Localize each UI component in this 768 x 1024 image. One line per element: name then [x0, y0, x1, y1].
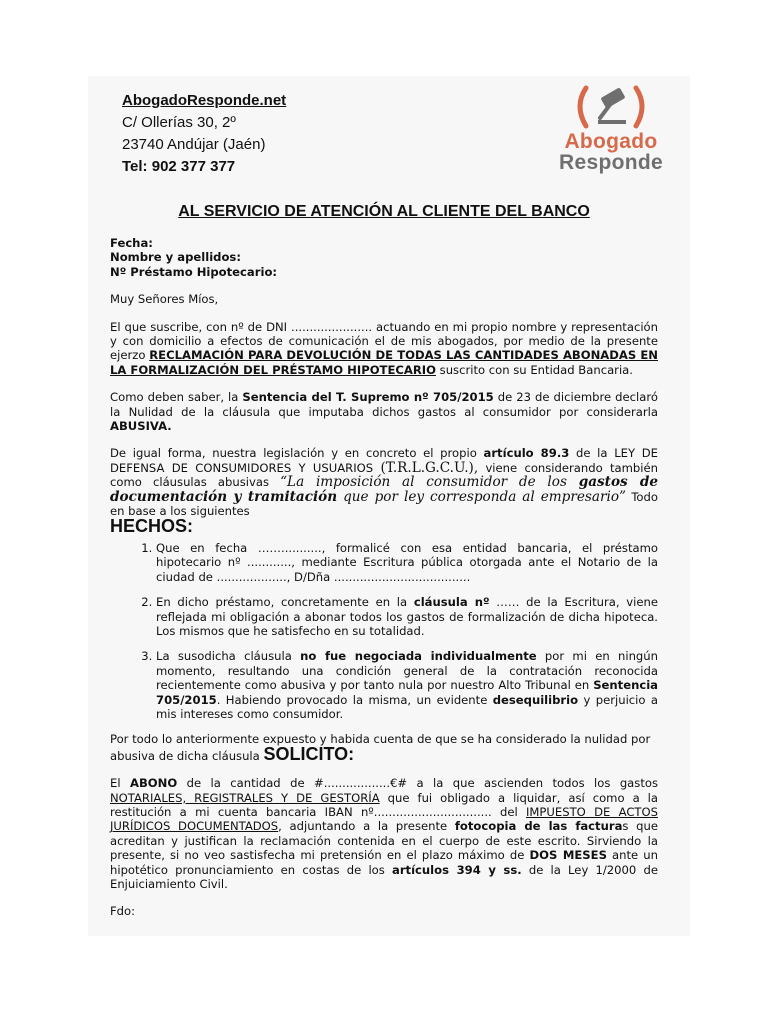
- abusiva-emphasis: ABUSIVA.: [110, 419, 172, 434]
- text-span: Que en fecha ……..........., formalicé con esa entidad bancaria, el préstamo hipotecario nº ............, mediante Escritura pública otorgada ante el Notario de la ciudad de ..................., D/Dña .....................................: [156, 540, 658, 584]
- document-title: AL SERVICIO DE ATENCIÓN AL CLIENTE DEL BANCO: [178, 203, 590, 220]
- text-span: En dicho préstamo, concretamente en la: [156, 595, 414, 610]
- list-item: [156, 541, 658, 584]
- text-span: Por todo lo anteriormente expuesto y habida cuenta de que se ha considerado la nulidad por abusiva de dicha cláusula: [110, 732, 651, 763]
- text-span: de 23 de diciembre declaró la Nulidad de la cláusula que imputaba dichos gastos al consumidor por considerarla: [110, 390, 658, 419]
- field-prestamo: Nº Préstamo Hipotecario:: [110, 264, 278, 279]
- text-span: ante un hipotético pronunciamiento en costas de los: [110, 848, 658, 877]
- quote-bold-italic: gastos de documentación y tramitación: [110, 474, 658, 505]
- text-span: que fui obligado a liquidar, así como a la restitución a mi cuenta bancaria IBAN nº................................ del: [110, 790, 659, 819]
- articulo-emphasis: artículo 89.3: [483, 446, 570, 461]
- paragraph-legislacion: [110, 446, 658, 518]
- sender-website: AbogadoResponde.net: [122, 92, 287, 109]
- sender-city: 23740 Andújar (Jaén): [122, 136, 266, 153]
- trlgcu-acronym: (T.R.L.G.C.U.),: [380, 459, 479, 476]
- text-span: , adjuntando a la presente: [278, 819, 455, 834]
- logo-word-responde: Responde: [559, 151, 663, 174]
- abono-emphasis: ABONO: [129, 776, 178, 791]
- text-span: por mi en ningún momento, resultando una condición general de la contratación reconocida recientemente como abusiva y por tanto nula por nuestro Alto Tribunal en: [156, 649, 658, 693]
- text-span: y perjuicio a mis intereses como consumidor.: [156, 692, 658, 721]
- paragraph-solicito: [110, 732, 658, 763]
- text-span: . Habiendo provocado la misma, un evidente: [216, 692, 493, 707]
- sender-street: C/ Ollerías 30, 2º: [122, 114, 236, 131]
- sentencia-emphasis: Sentencia del T. Supremo nº 705/2015: [242, 390, 494, 405]
- text-span: de la LEY DE DEFENSA DE CONSUMIDORES Y USUARIOS: [110, 446, 659, 475]
- list-item: [156, 595, 658, 638]
- logo-word-abogado: Abogado: [564, 130, 658, 153]
- impuesto-underlined: IMPUESTO DE ACTOS JURÍDICOS DOCUMENTADOS: [110, 805, 658, 834]
- dos-meses-emphasis: DOS MESES: [529, 848, 607, 863]
- text-span: s que acreditan y justifican la reclamación contenida en el cuerpo de este escrito. Sirviendo la presente, si no veo sastisfecha mi pretensión en el plazo máximo de: [110, 819, 658, 863]
- gastos-underlined: NOTARIALES, REGISTRALES Y DE GESTORÍA: [110, 790, 380, 805]
- hechos-heading: HECHOS:: [110, 515, 194, 536]
- header-fields: [110, 236, 658, 279]
- text-span: viene considerando también como cláusulas abusivas: [110, 460, 658, 490]
- articulos-emphasis: artículos 394 y ss.: [392, 862, 522, 877]
- text-span: Todo en base a los siguientes: [110, 489, 658, 519]
- paragraph-abono: [110, 776, 658, 891]
- hechos-list: [110, 541, 658, 721]
- text-span: El que suscribe, con nº de DNI ...................... actuando en mi propio nombre y representación y con domicilio a efectos de comunicación el de mis abogados, por medio de la presente ejerzo: [110, 319, 658, 363]
- gavel-icon: [556, 84, 666, 132]
- list-item: [156, 649, 658, 721]
- no-negociada-emphasis: no fue negociada individualmente: [300, 649, 537, 664]
- reclamacion-emphasis: RECLAMACIÓN PARA DEVOLUCIÓN DE TODAS LAS CANTIDADES ABONADAS EN LA FORMALIZACIÓN DEL PRÉSTAMO HIPOTECARIO: [110, 348, 658, 377]
- sender-address-block: [122, 90, 286, 178]
- solicito-heading: SOLICITO:: [263, 743, 355, 764]
- text-span: La susodicha cláusula: [156, 649, 301, 664]
- text-span: De igual forma, nuestra legislación y en concreto el propio: [110, 446, 484, 461]
- paragraph-reclamacion: [110, 320, 658, 378]
- text-span: suscrito con su Entidad Bancaria.: [435, 362, 633, 377]
- greeting: Muy Señores Míos,: [110, 292, 219, 307]
- text-span: de la Ley 1/2000 de Enjuiciamiento Civil.: [110, 862, 658, 892]
- desequilibrio-emphasis: desequilibrio: [492, 692, 579, 707]
- paragraph-sentencia: [110, 390, 658, 433]
- text-span: El: [110, 776, 130, 791]
- signature-line: Fdo:: [110, 904, 136, 919]
- text-span: de la cantidad de #..................€# a la que ascienden todos los gastos: [177, 776, 659, 791]
- field-fecha: Fecha:: [110, 236, 153, 250]
- quote-italic: que por ley corresponda al empresario”: [337, 488, 626, 505]
- field-nombre: Nombre y apellidos:: [110, 250, 241, 265]
- quote-italic: “La imposición al consumidor de los: [280, 474, 579, 491]
- document-body: [110, 236, 658, 919]
- sentencia-emphasis: Sentencia 705/2015: [156, 678, 658, 707]
- sender-phone: Tel: 902 377 377: [122, 158, 236, 175]
- abogado-responde-logo: [556, 84, 666, 176]
- text-span: Como deben saber, la: [110, 390, 243, 405]
- clausula-emphasis: cláusula nº: [413, 595, 490, 610]
- fotocopia-emphasis: fotocopia de las factura: [454, 819, 623, 834]
- text-span: …… de la Escritura, viene reflejada mi obligación a abonar todos los gastos de formalización de dicha hipoteca. Los mismos que he satisfecho en su totalidad.: [156, 595, 658, 638]
